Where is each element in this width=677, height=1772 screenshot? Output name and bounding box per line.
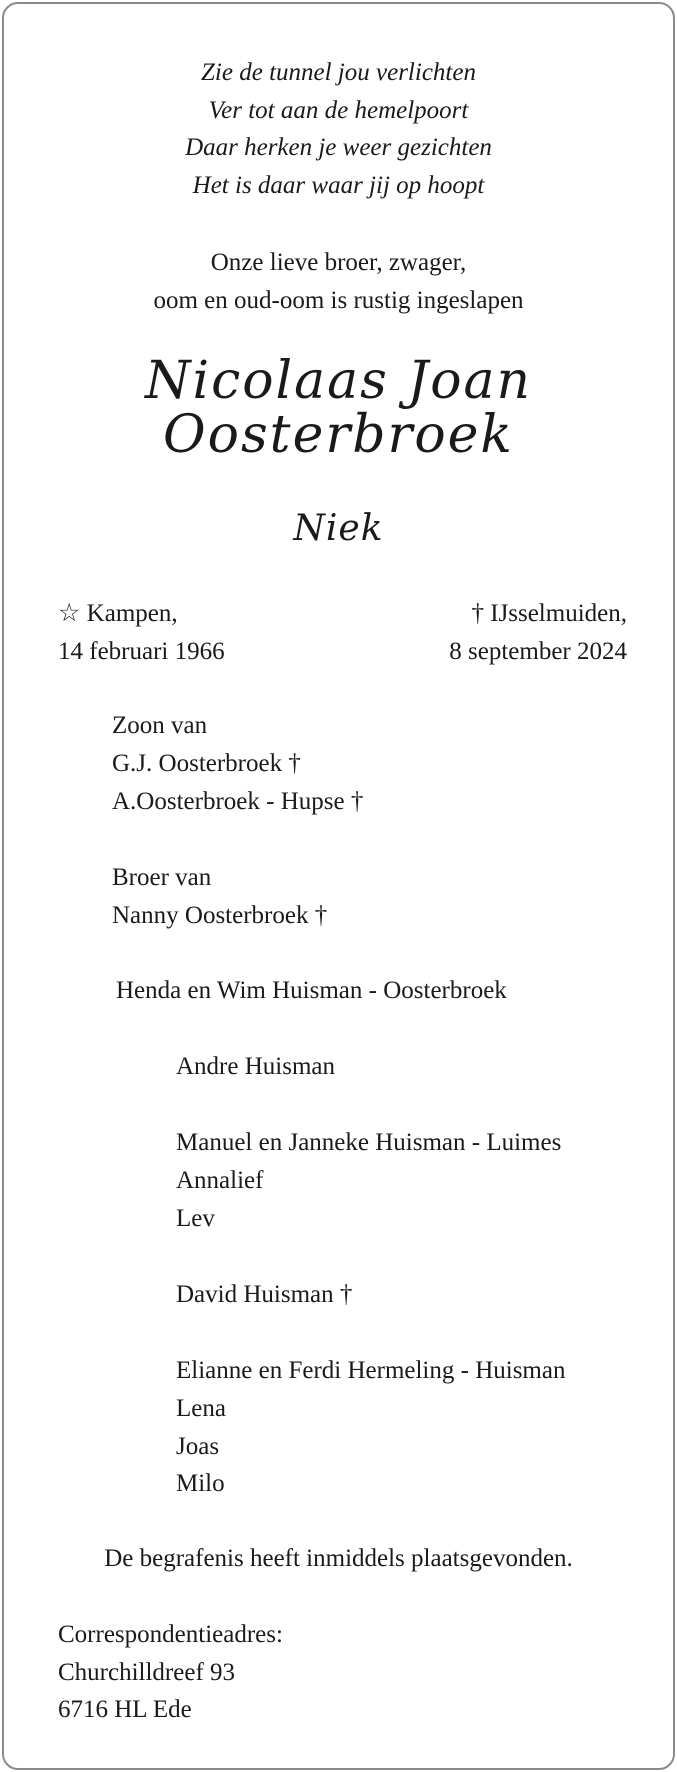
sibling-name: Nanny Oosterbroek †: [112, 901, 328, 929]
family-member: Elianne en Ferdi Hermeling - Huisman: [176, 1357, 566, 1384]
family-group: [176, 1048, 335, 1086]
family-member: David Huisman †: [176, 1281, 353, 1308]
family-member: Lev: [176, 1204, 215, 1232]
brother-of-section: [112, 859, 327, 935]
nickname: Niek: [293, 508, 384, 549]
son-of-heading: Zoon van: [112, 712, 208, 739]
poem-line: Het is daar waar jij op hoopt: [192, 171, 485, 199]
family-member: Lena: [176, 1394, 226, 1422]
family-head: Henda en Wim Huisman - Oosterbroek: [116, 977, 507, 1004]
address-street: Churchilldreef 93: [58, 1658, 236, 1686]
family-member: Joas: [176, 1432, 220, 1460]
son-of-section: [112, 707, 363, 820]
deceased-name: [4, 351, 673, 465]
family-member: Milo: [176, 1470, 225, 1498]
intro-text: [4, 244, 673, 319]
family-member: Andre Huisman: [176, 1053, 335, 1080]
obituary-card: [2, 2, 675, 1770]
intro-line: oom en oud-oom is rustig ingeslapen: [153, 286, 524, 314]
deceased-name-first: Nicolaas Joan: [144, 351, 533, 411]
correspondence-address: [58, 1616, 283, 1729]
family-member: Annalief: [176, 1166, 264, 1194]
poem-line: Ver tot aan de hemelpoort: [208, 96, 469, 124]
address-postcode-city: 6716 HL Ede: [58, 1696, 192, 1723]
poem-line: Zie de tunnel jou verlichten: [201, 59, 476, 86]
funeral-notice: De begrafenis heeft inmiddels plaatsgevonden.: [104, 1545, 573, 1572]
family-group: [176, 1352, 565, 1503]
birth-date: 14 februari 1966: [58, 637, 225, 665]
birth-info: [58, 595, 225, 670]
parent-name: G.J. Oosterbroek †: [112, 749, 301, 777]
birth-place: ☆ Kampen,: [58, 600, 178, 627]
poem-line: Daar herken je weer gezichten: [185, 134, 492, 161]
family-group: [176, 1124, 561, 1237]
family-member: Manuel en Janneke Huisman - Luimes: [176, 1129, 562, 1156]
parent-name: A.Oosterbroek - Hupse †: [112, 787, 364, 815]
brother-of-heading: Broer van: [112, 864, 212, 891]
death-date: 8 september 2024: [449, 637, 627, 665]
poem: [4, 54, 673, 204]
death-info: [449, 595, 627, 670]
family-group: [176, 1276, 352, 1314]
intro-line: Onze lieve broer, zwager,: [210, 249, 467, 276]
deceased-name-last: Oosterbroek: [163, 405, 514, 465]
address-heading: Correspondentieadres:: [58, 1621, 283, 1648]
death-place: † IJsselmuiden,: [471, 600, 627, 627]
